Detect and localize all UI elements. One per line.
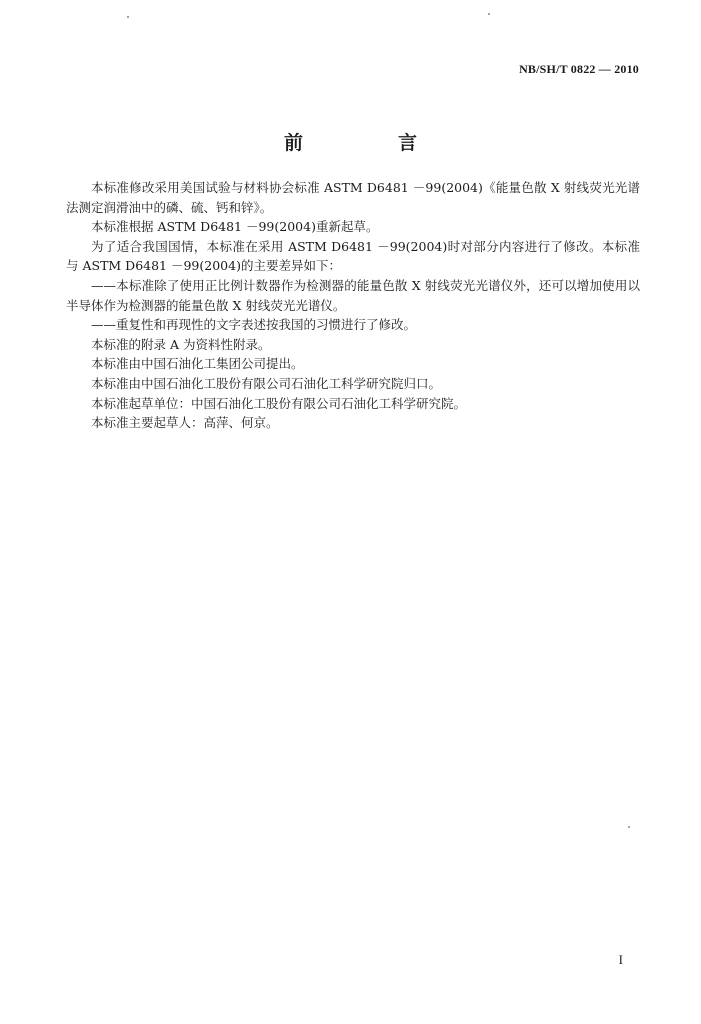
standard-code: NB/SH/T 0822 — 2010 — [519, 62, 639, 76]
scan-speck — [628, 826, 630, 828]
foreword-body — [66, 178, 640, 433]
paragraph-modifications: 为了适合我国国情，本标准在采用 ASTM D6481 －99(2004)时对部分内容进行了修改。本标准与 ASTM D6481 －99(2004)的主要差异如下： — [66, 238, 640, 274]
paragraph-proposed-by: 本标准由中国石油化工集团公司提出。 — [91, 356, 304, 372]
paragraph-centralized-by: 本标准由中国石油化工股份有限公司石油化工科学研究院归口。 — [91, 375, 442, 391]
paragraph-adoption: 本标准修改采用美国试验与材料协会标准 ASTM D6481 －99(2004)《能量色散 X 射线荧光光谱法测定润滑油中的磷、硫、钙和锌》。 — [66, 180, 640, 215]
paragraph-drafters: 本标准主要起草人：高萍、何京。 — [91, 415, 279, 431]
scan-speck — [488, 13, 490, 15]
paragraph-difference-detector: ——本标准除了使用正比例计数器作为检测器的能量色散 X 射线荧光光谱仪外，还可以增加使用以半导体作为检测器的能量色散 X 射线荧光光谱仪。 — [66, 277, 640, 313]
paragraph-drafting-unit: 本标准起草单位：中国石油化工股份有限公司石油化工科学研究院。 — [91, 395, 467, 411]
paragraph-annex: 本标准的附录 A 为资料性附录。 — [91, 336, 271, 352]
paragraph-redrafted: 本标准根据 ASTM D6481 －99(2004)重新起草。 — [91, 219, 379, 235]
scan-speck — [127, 16, 129, 18]
paragraph-difference-precision: ——重复性和再现性的文字表述按我国的习惯进行了修改。 — [91, 317, 417, 333]
page-title: 前 言 — [283, 132, 455, 154]
page-number: I — [618, 952, 623, 967]
